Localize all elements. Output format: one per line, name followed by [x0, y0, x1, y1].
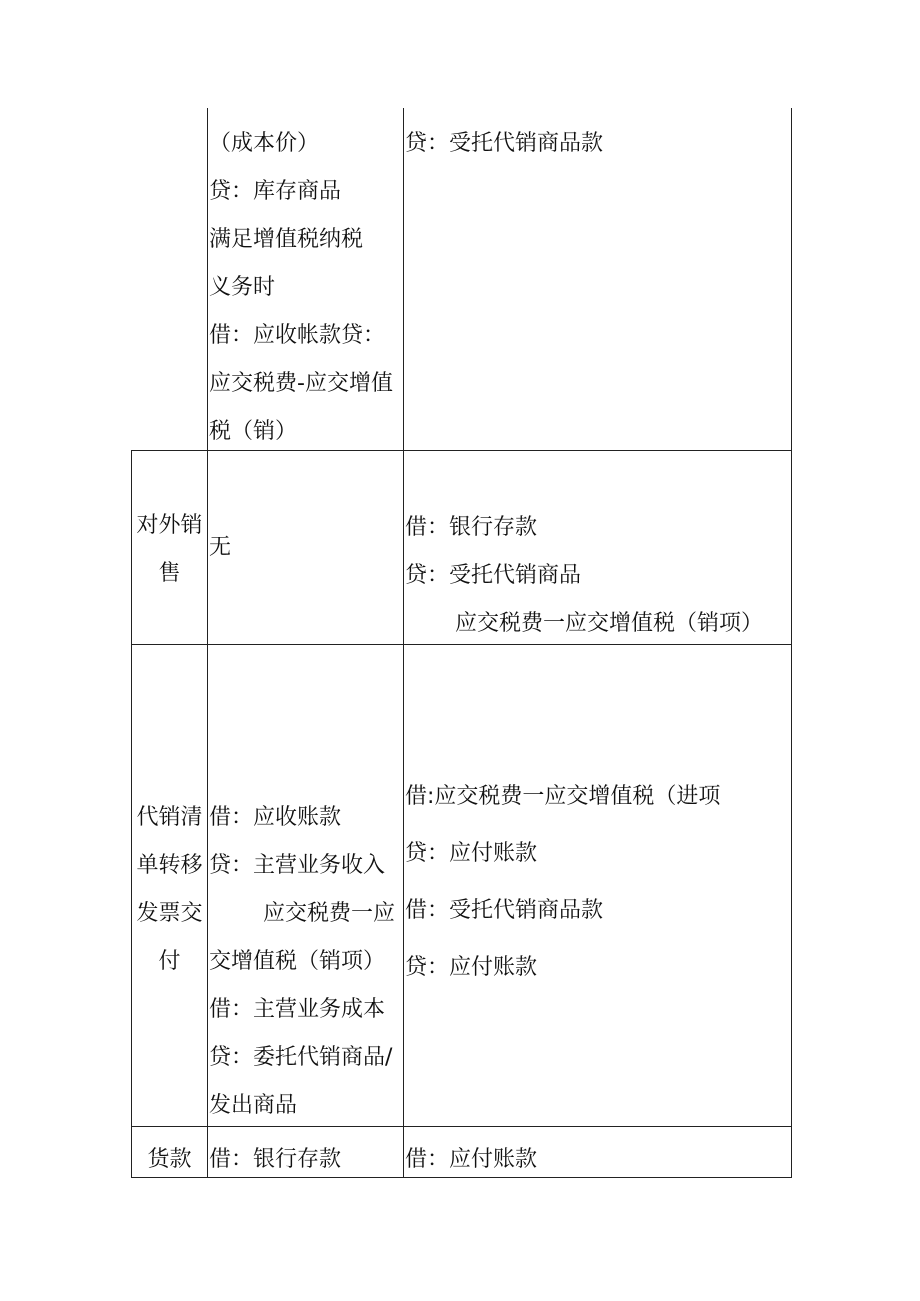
row-label-line: 售: [158, 561, 181, 586]
table-row: [209, 120, 403, 456]
cell-text: 贷：库存商品: [209, 179, 342, 204]
cell-text: 应交税费-应交增值: [209, 371, 393, 396]
cell-text: 借：银行存款: [405, 515, 538, 540]
cell-text: 贷：受托代销商品款: [405, 131, 604, 156]
cell-text: 贷：委托代销商品/: [209, 1045, 393, 1070]
table-row: [405, 1136, 791, 1184]
table-row: [405, 120, 791, 168]
table-row: [405, 504, 791, 648]
column-divider-1: [207, 108, 208, 1178]
table-border-right: [791, 108, 792, 1178]
cell-text: 应交税费一应交增值税（销项）: [455, 611, 764, 636]
row-label: [132, 1136, 207, 1184]
table-row: [405, 768, 791, 996]
cell-text: 无: [209, 535, 232, 560]
cell-text: 借：银行存款: [209, 1147, 342, 1172]
table-row: [209, 1136, 403, 1184]
row-label-line: 单转移: [136, 853, 203, 878]
cell-text: 义务时: [209, 275, 276, 300]
cell-text: 借：主营业务成本: [209, 997, 386, 1022]
cell-text: 借：应付账款: [405, 1147, 538, 1172]
cell-text: 贷：受托代销商品: [405, 563, 582, 588]
cell-text: 借：应收账款: [209, 805, 342, 830]
cell-text: 贷：应付账款: [405, 841, 538, 866]
cell-text: 满足增值税纳税: [209, 227, 364, 252]
cell-text: 交增值税（销项）: [209, 949, 386, 974]
cell-text: 税（销）: [209, 419, 298, 444]
cell-text: 借：受托代销商品款: [405, 898, 604, 923]
table-row: [209, 524, 403, 572]
cell-text: 贷：应付账款: [405, 955, 538, 980]
cell-text: 应交税费一应: [263, 901, 396, 926]
row-label-line: 货款: [147, 1147, 192, 1172]
accounting-entries-table: [131, 108, 792, 1178]
cell-text: 发出商品: [209, 1093, 298, 1118]
row-label: [132, 502, 207, 598]
cell-text: （成本价）: [209, 131, 320, 156]
column-divider-2: [403, 108, 404, 1178]
table-row: [209, 794, 403, 1130]
row-label: [132, 794, 207, 986]
cell-text: 借:应交税费一应交增值税（进项: [405, 784, 721, 809]
cell-text: 借：应收帐款贷：: [209, 323, 386, 348]
row-label-line: 付: [158, 949, 181, 974]
row-label-line: 发票交: [136, 901, 203, 926]
row-label-line: 代销清: [136, 805, 203, 830]
cell-text: 贷：主营业务收入: [209, 853, 386, 878]
row-label-line: 对外销: [136, 513, 203, 538]
